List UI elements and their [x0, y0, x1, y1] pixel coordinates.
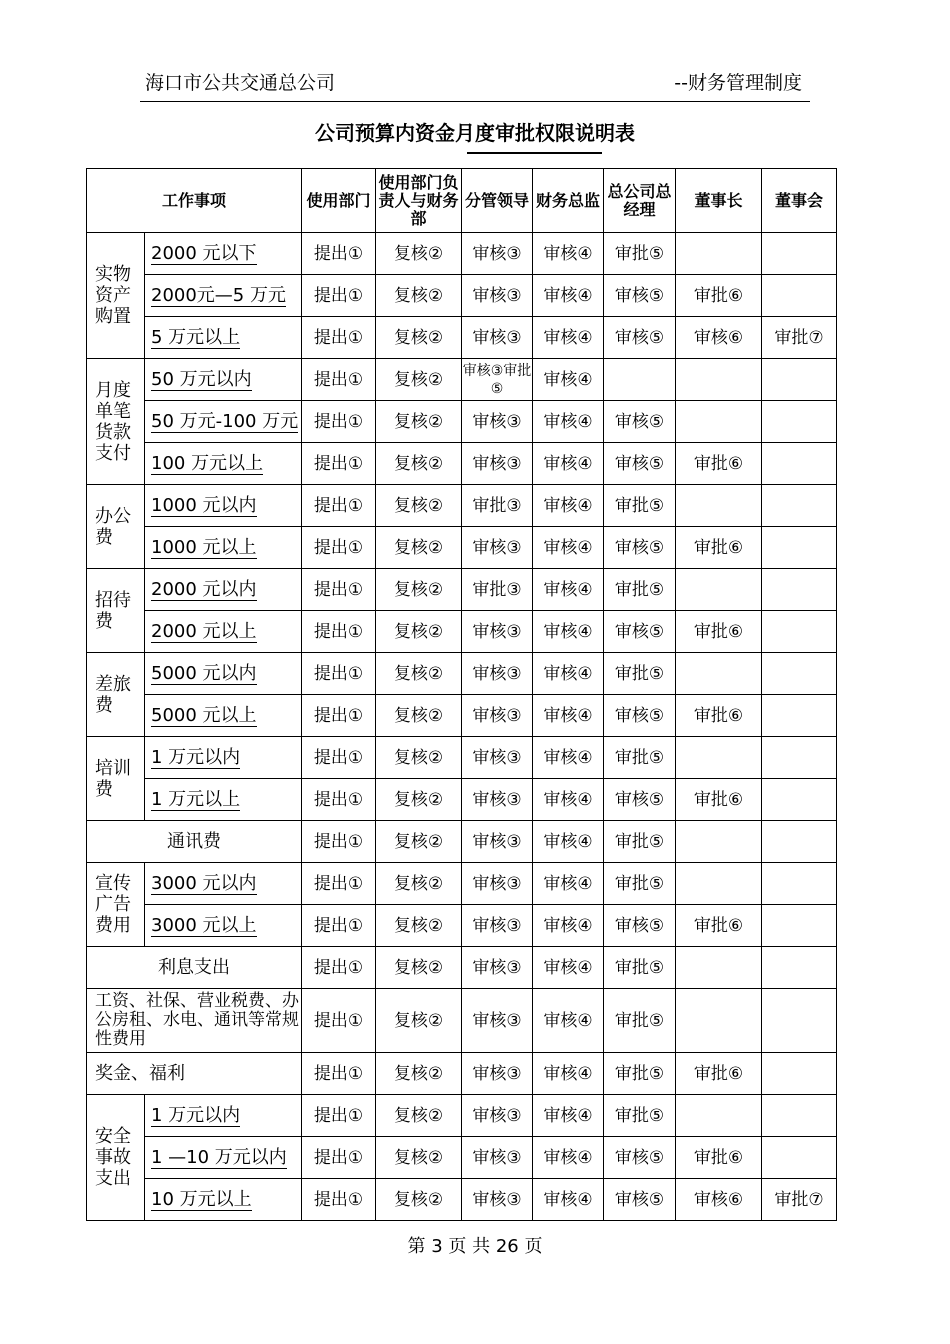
- mark: 审核③: [462, 737, 533, 779]
- item-label: 1000 元以上: [151, 536, 257, 558]
- mark: 审批③: [462, 569, 533, 611]
- mark: 审批⑤: [604, 485, 676, 527]
- table-row: [87, 989, 837, 1053]
- mark: 审核③: [462, 1137, 533, 1179]
- category-cell: 奖金、福利: [87, 1053, 302, 1095]
- mark: 审核④: [533, 1095, 604, 1137]
- item-label: 3000 元以内: [151, 872, 257, 894]
- item-label: 5000 元以上: [151, 704, 257, 726]
- table-row: [87, 1095, 837, 1137]
- mark: 审核④: [533, 1053, 604, 1095]
- mark: 提出①: [302, 1053, 376, 1095]
- mark: 审批⑦: [762, 317, 837, 359]
- mark: 审批⑤: [604, 989, 676, 1053]
- mark: 审核④: [533, 821, 604, 863]
- item-label: 1 万元以上: [151, 788, 241, 810]
- mark: 审核⑤: [604, 905, 676, 947]
- mark: 审核③: [462, 527, 533, 569]
- item-label: 5 万元以上: [151, 326, 241, 348]
- mark: 审核③: [462, 947, 533, 989]
- title-underline: [467, 152, 602, 154]
- mark: 复核②: [376, 1179, 462, 1221]
- item-label: 1 万元以内: [151, 746, 241, 768]
- item-label: 10 万元以上: [151, 1188, 252, 1210]
- item-label: 5000 元以内: [151, 662, 257, 684]
- mark: 审批⑥: [676, 695, 762, 737]
- item-label: 50 万元以内: [151, 368, 252, 390]
- mark: 审核④: [533, 359, 604, 401]
- item-label: 1 万元以内: [151, 1104, 241, 1126]
- mark: 审核③: [462, 275, 533, 317]
- mark: 提出①: [302, 779, 376, 821]
- mark: 审核③: [462, 905, 533, 947]
- mark: 审批⑤: [604, 737, 676, 779]
- mark: 提出①: [302, 359, 376, 401]
- mark: 复核②: [376, 527, 462, 569]
- mark: 复核②: [376, 401, 462, 443]
- mark: 提出①: [302, 821, 376, 863]
- mark: 提出①: [302, 1095, 376, 1137]
- category-cell: 实物资产购置: [87, 233, 145, 359]
- mark: 复核②: [376, 947, 462, 989]
- mark: 提出①: [302, 401, 376, 443]
- approval-table: [86, 168, 837, 1221]
- category-cell: 差旅费: [87, 653, 145, 737]
- mark: 审核③: [462, 1179, 533, 1221]
- mark: 提出①: [302, 989, 376, 1053]
- mark: 审核⑤: [604, 611, 676, 653]
- mark: 审核⑥: [676, 317, 762, 359]
- table-row: [87, 1137, 837, 1179]
- mark: 审核④: [533, 737, 604, 779]
- mark: 提出①: [302, 611, 376, 653]
- mark: 审核③: [462, 317, 533, 359]
- mark: 复核②: [376, 443, 462, 485]
- item-label: 1 —10 万元以内: [151, 1146, 287, 1168]
- table-row: [87, 611, 837, 653]
- mark: 提出①: [302, 1179, 376, 1221]
- mark: 审核④: [533, 653, 604, 695]
- item-label: 100 万元以上: [151, 452, 264, 474]
- mark: 复核②: [376, 485, 462, 527]
- mark: 审核④: [533, 905, 604, 947]
- mark: 提出①: [302, 947, 376, 989]
- col-leader: 分管领导: [462, 169, 533, 233]
- mark: 审批⑤: [604, 1095, 676, 1137]
- item-label: 2000 元以下: [151, 242, 257, 264]
- mark: 审核④: [533, 443, 604, 485]
- mark: 审核③: [462, 401, 533, 443]
- header-doc-name: --财务管理制度: [674, 72, 802, 94]
- mark: 提出①: [302, 863, 376, 905]
- mark: 审核④: [533, 401, 604, 443]
- mark: 复核②: [376, 989, 462, 1053]
- item-label: 50 万元-100 万元: [151, 410, 299, 432]
- mark: 审核④: [533, 1137, 604, 1179]
- table-row: [87, 821, 837, 863]
- mark: 审核⑤: [604, 527, 676, 569]
- table-row: [87, 359, 837, 401]
- mark: 复核②: [376, 233, 462, 275]
- mark: 审核③: [462, 821, 533, 863]
- mark: 审批⑦: [762, 1179, 837, 1221]
- mark: 审批⑥: [676, 905, 762, 947]
- table-header-row: [87, 169, 837, 233]
- mark: 审核③: [462, 863, 533, 905]
- mark: 审核④: [533, 527, 604, 569]
- page-footer: 第 3 页 共 26 页: [407, 1236, 543, 1257]
- col-cfo: 财务总监: [533, 169, 604, 233]
- mark: 审核③: [462, 695, 533, 737]
- table-row: [87, 569, 837, 611]
- mark: 复核②: [376, 737, 462, 779]
- table-row: [87, 779, 837, 821]
- mark: 提出①: [302, 905, 376, 947]
- mark: 审核④: [533, 611, 604, 653]
- mark: 复核②: [376, 569, 462, 611]
- mark: 审核④: [533, 233, 604, 275]
- table-row: [87, 275, 837, 317]
- mark: 审核③: [462, 443, 533, 485]
- mark: 提出①: [302, 737, 376, 779]
- page-title: 公司预算内资金月度审批权限说明表: [315, 121, 635, 145]
- mark: 审核④: [533, 317, 604, 359]
- category-cell: 工资、社保、营业税费、办公房租、水电、通讯等常规性费用: [87, 989, 302, 1053]
- mark: 审核③: [462, 611, 533, 653]
- category-cell: 招待费: [87, 569, 145, 653]
- mark: 审批⑤: [604, 947, 676, 989]
- category-cell: 利息支出: [87, 947, 302, 989]
- mark: 审批⑥: [676, 1053, 762, 1095]
- mark: 复核②: [376, 863, 462, 905]
- category-cell: 办公费: [87, 485, 145, 569]
- table-row: [87, 233, 837, 275]
- col-dept: 使用部门: [302, 169, 376, 233]
- mark: 审核⑤: [604, 779, 676, 821]
- col-dept-head-finance: 使用部门负责人与财务部: [376, 169, 462, 233]
- mark: 审核⑤: [604, 1179, 676, 1221]
- mark: 提出①: [302, 275, 376, 317]
- mark: 提出①: [302, 317, 376, 359]
- table-row: [87, 485, 837, 527]
- mark: 审批⑥: [676, 527, 762, 569]
- item-label: 2000元—5 万元: [151, 284, 286, 306]
- category-cell: 通讯费: [87, 821, 302, 863]
- mark: 审批⑤: [604, 233, 676, 275]
- mark: 审核⑥: [676, 1179, 762, 1221]
- mark: 审核⑤: [604, 1137, 676, 1179]
- table-row: [87, 443, 837, 485]
- mark: 审核③: [462, 989, 533, 1053]
- mark: 提出①: [302, 527, 376, 569]
- mark: 复核②: [376, 359, 462, 401]
- mark: 审批⑤: [604, 1053, 676, 1095]
- mark: 审批③: [462, 485, 533, 527]
- mark: 审核③: [462, 779, 533, 821]
- mark: 提出①: [302, 569, 376, 611]
- table-row: [87, 905, 837, 947]
- mark: 审核③: [462, 653, 533, 695]
- mark: 审核④: [533, 1179, 604, 1221]
- mark: 复核②: [376, 275, 462, 317]
- mark: 复核②: [376, 1095, 462, 1137]
- mark: 提出①: [302, 695, 376, 737]
- category-cell: 安全事故支出: [87, 1095, 145, 1221]
- table-row: [87, 695, 837, 737]
- mark: 提出①: [302, 233, 376, 275]
- category-cell: 培训费: [87, 737, 145, 821]
- item-label: 2000 元以内: [151, 578, 257, 600]
- header-company: 海口市公共交通总公司: [145, 72, 336, 94]
- mark: 审核⑤: [604, 443, 676, 485]
- mark: 审批⑤: [604, 821, 676, 863]
- col-chairman: 董事长: [676, 169, 762, 233]
- mark: 提出①: [302, 443, 376, 485]
- table-row: [87, 527, 837, 569]
- mark: 审核⑤: [604, 317, 676, 359]
- mark: 审核④: [533, 863, 604, 905]
- mark: 复核②: [376, 317, 462, 359]
- mark: 提出①: [302, 1137, 376, 1179]
- mark: 复核②: [376, 1053, 462, 1095]
- mark: 审核⑤: [604, 695, 676, 737]
- table-row: [87, 401, 837, 443]
- mark: 审批⑥: [676, 443, 762, 485]
- table-row: [87, 653, 837, 695]
- item-label: 3000 元以上: [151, 914, 257, 936]
- col-item: 工作事项: [87, 169, 302, 233]
- mark: 审核④: [533, 485, 604, 527]
- table-row: [87, 1053, 837, 1095]
- header-rule: [140, 101, 810, 102]
- mark: 复核②: [376, 1137, 462, 1179]
- mark: 审核⑤: [604, 275, 676, 317]
- mark: 复核②: [376, 653, 462, 695]
- mark: 审批⑤: [604, 863, 676, 905]
- item-label: 1000 元以内: [151, 494, 257, 516]
- category-cell: 宣传广告费用: [87, 863, 145, 947]
- mark: 审核④: [533, 695, 604, 737]
- mark: 复核②: [376, 695, 462, 737]
- table-row: [87, 863, 837, 905]
- mark: 审批⑥: [676, 1137, 762, 1179]
- mark: 审核④: [533, 569, 604, 611]
- category-cell: 月度单笔货款支付: [87, 359, 145, 485]
- mark: 复核②: [376, 611, 462, 653]
- mark: 审核④: [533, 989, 604, 1053]
- mark: 审批⑥: [676, 275, 762, 317]
- item-label: 2000 元以上: [151, 620, 257, 642]
- mark: 审批⑥: [676, 779, 762, 821]
- mark: 审批⑥: [676, 611, 762, 653]
- table-row: [87, 737, 837, 779]
- mark: 审核⑤: [604, 401, 676, 443]
- mark: 审批⑤: [604, 653, 676, 695]
- mark: 审核④: [533, 275, 604, 317]
- col-board: 董事会: [762, 169, 837, 233]
- mark: 复核②: [376, 779, 462, 821]
- mark: 审核③: [462, 1053, 533, 1095]
- mark: 复核②: [376, 821, 462, 863]
- mark: 审核③审批⑤: [462, 359, 533, 401]
- mark: 审批⑤: [604, 569, 676, 611]
- mark: 复核②: [376, 905, 462, 947]
- table-row: [87, 947, 837, 989]
- mark: 提出①: [302, 485, 376, 527]
- table-row: [87, 1179, 837, 1221]
- mark: 审核③: [462, 233, 533, 275]
- mark: 审核④: [533, 779, 604, 821]
- table-row: [87, 317, 837, 359]
- col-gm: 总公司总经理: [604, 169, 676, 233]
- mark: 审核③: [462, 1095, 533, 1137]
- mark: 提出①: [302, 653, 376, 695]
- mark: 审核④: [533, 947, 604, 989]
